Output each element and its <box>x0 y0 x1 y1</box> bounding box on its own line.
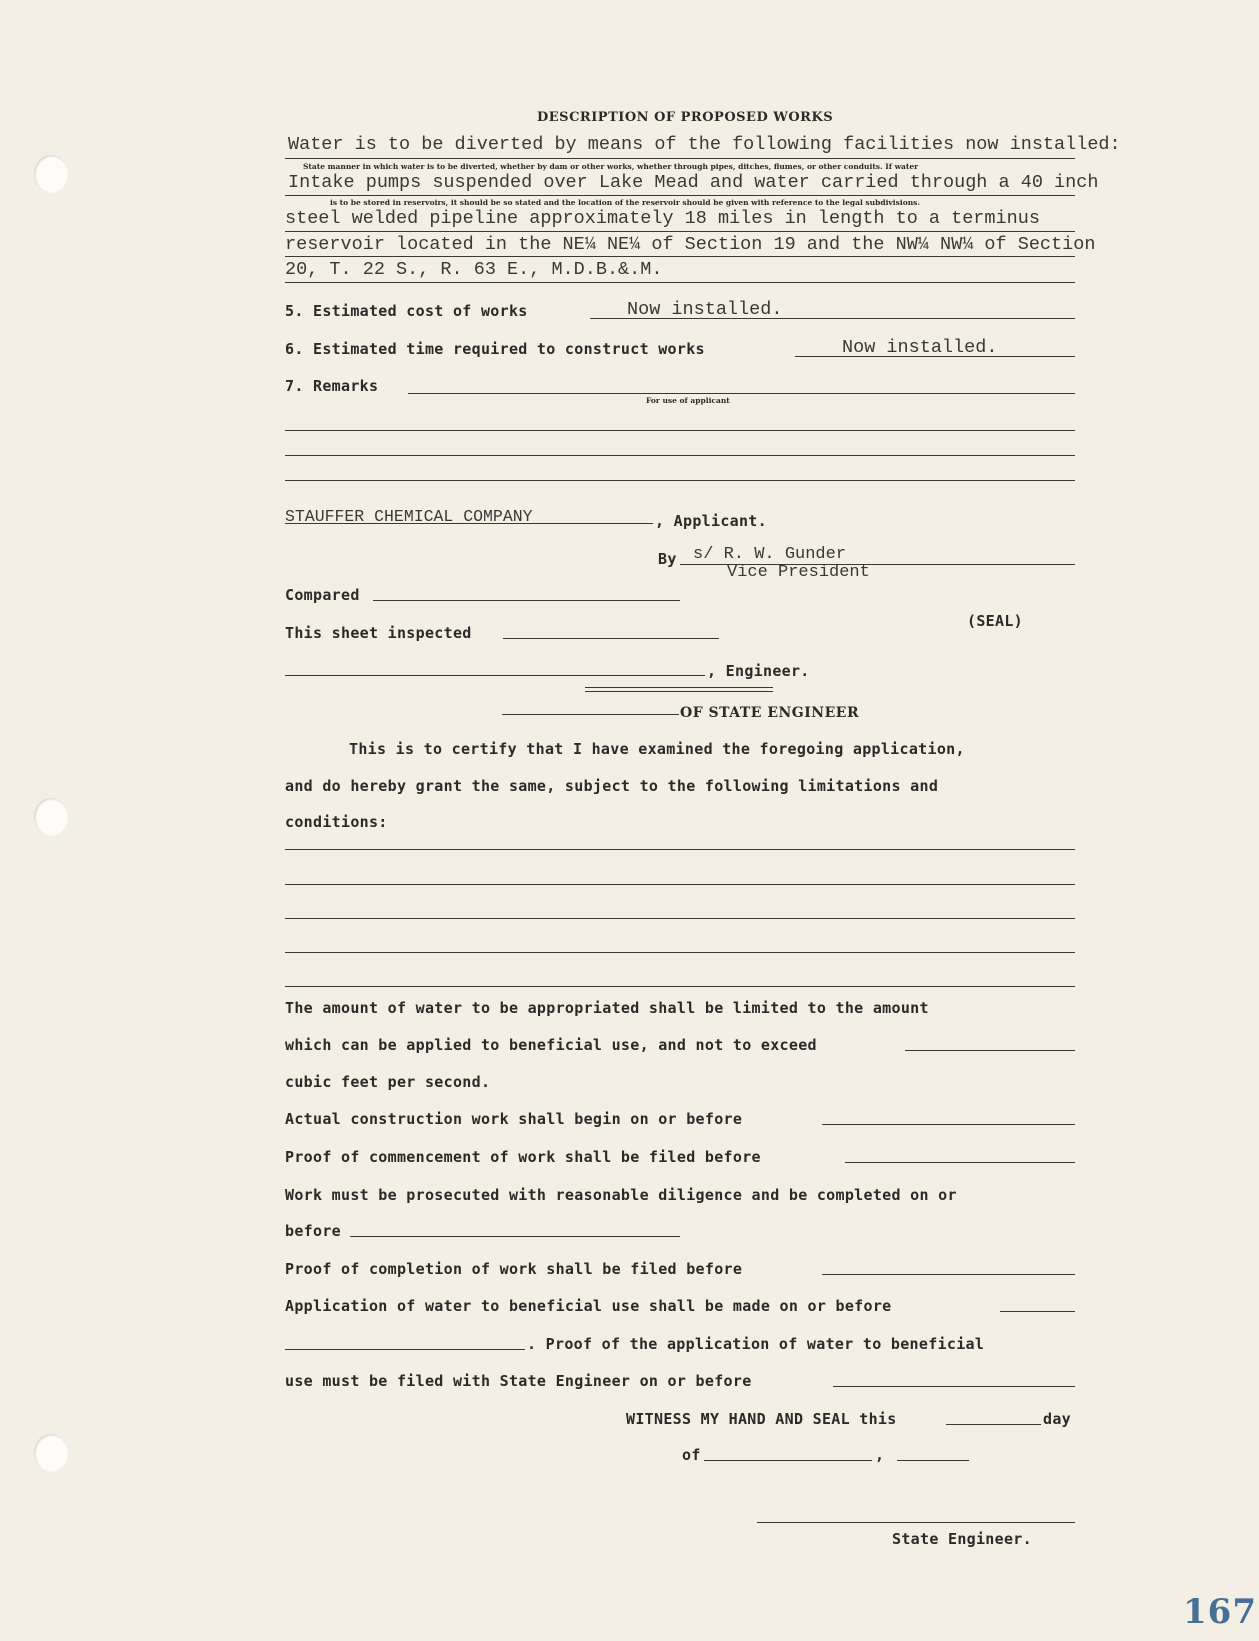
certification-line-2: and do hereby grant the same, subject to the following limitations and <box>285 777 939 795</box>
limit-line-9: Application of water to beneficial use shall be made on or before <box>285 1297 892 1315</box>
double-rule-top <box>585 687 773 688</box>
rule <box>285 195 1075 196</box>
rule <box>285 231 1075 232</box>
applicant-suffix: , Applicant. <box>655 512 767 530</box>
punch-hole-middle <box>34 798 68 836</box>
witness-line: WITNESS MY HAND AND SEAL this <box>626 1410 897 1428</box>
compared-line <box>373 600 680 601</box>
limit-line-11: use must be filed with State Engineer on or before <box>285 1372 752 1390</box>
limit-line-10: . Proof of the application of water to beneficial <box>527 1335 985 1353</box>
signature-typed: s/ R. W. Gunder <box>693 545 847 564</box>
diversion-line-2: Intake pumps suspended over Lake Mead and water carried through a 40 inch <box>288 172 1099 193</box>
office-title-line <box>502 714 679 715</box>
applicant-line <box>285 523 653 524</box>
construction-date-line <box>822 1124 1075 1125</box>
seal-label: (SEAL) <box>967 612 1023 630</box>
of-state-engineer: OF STATE ENGINEER <box>680 705 860 721</box>
cost-field-line <box>590 318 1075 319</box>
limit-line-8: Proof of completion of work shall be filed before <box>285 1260 743 1278</box>
engineer-label: , Engineer. <box>707 662 810 680</box>
cfs-field-line <box>905 1050 1075 1051</box>
instruction-text-1: State manner in which water is to be diverted, whether by dam or other works, whether through pipes, ditches, flumes, or other conduits. If water <box>303 162 919 171</box>
certification-line-3: conditions: <box>285 813 388 831</box>
proof-application-line <box>833 1386 1075 1387</box>
instruction-text-2: is to be stored in reservoirs, it should be so stated and the location of the reservoir should be given with reference to the legal subdivisions. <box>330 198 920 207</box>
diversion-line-4: reservoir located in the NE¼ NE¼ of Section 19 and the NW¼ NW¼ of Section <box>285 234 1096 255</box>
rule <box>285 282 1075 283</box>
punch-hole-top <box>34 155 68 193</box>
limit-line-5: Proof of commencement of work shall be filed before <box>285 1148 761 1166</box>
beneficial-use-line-cont <box>285 1349 525 1350</box>
limit-line-4: Actual construction work shall begin on or before <box>285 1110 743 1128</box>
inspected-line <box>503 638 719 639</box>
estimated-time-label: 6. Estimated time required to construct works <box>285 340 705 358</box>
remarks-line <box>285 480 1075 481</box>
beneficial-use-line <box>1000 1311 1075 1312</box>
limit-line-1: The amount of water to be appropriated shall be limited to the amount <box>285 999 929 1017</box>
inspected-label: This sheet inspected <box>285 624 472 642</box>
estimated-time-value: Now installed. <box>842 337 998 358</box>
conditions-line <box>285 849 1075 850</box>
rule <box>285 256 1075 257</box>
estimated-cost-value: Now installed. <box>627 299 783 320</box>
time-field-line <box>795 356 1075 357</box>
diversion-line-5: 20, T. 22 S., R. 63 E., M.D.B.&.M. <box>285 259 663 280</box>
conditions-line <box>285 884 1075 885</box>
remarks-field-line <box>408 393 1075 394</box>
remarks-label: 7. Remarks <box>285 377 379 395</box>
witness-month-line <box>704 1460 872 1461</box>
limit-line-3: cubic feet per second. <box>285 1073 491 1091</box>
remarks-note: For use of applicant <box>646 396 730 405</box>
rule <box>285 158 1075 159</box>
diversion-line-3: steel welded pipeline approximately 18 miles in length to a terminus <box>285 208 1040 229</box>
conditions-line <box>285 918 1075 919</box>
punch-hole-bottom <box>34 1434 68 1472</box>
witness-comma: , <box>875 1446 885 1464</box>
double-rule-bottom <box>585 691 773 692</box>
conditions-line <box>285 952 1075 953</box>
diversion-line-1: Water is to be diverted by means of the following facilities now installed: <box>288 134 1121 155</box>
section-heading: DESCRIPTION OF PROPOSED WORKS <box>537 110 834 125</box>
remarks-line <box>285 455 1075 456</box>
signer-title: Vice President <box>727 563 870 582</box>
by-label: By <box>658 550 677 568</box>
witness-day: day <box>1043 1410 1071 1428</box>
state-engineer-label: State Engineer. <box>892 1530 1032 1548</box>
witness-year-line <box>897 1460 969 1461</box>
page-number: 167 <box>1183 1592 1257 1632</box>
witness-day-line <box>946 1424 1041 1425</box>
conditions-line <box>285 986 1075 987</box>
completion-date-line <box>350 1236 680 1237</box>
compared-label: Compared <box>285 586 360 604</box>
estimated-cost-label: 5. Estimated cost of works <box>285 302 528 320</box>
limit-line-2: which can be applied to beneficial use, and not to exceed <box>285 1036 817 1054</box>
limit-line-6: Work must be prosecuted with reasonable diligence and be completed on or <box>285 1186 957 1204</box>
certification-line-1: This is to certify that I have examined the foregoing application, <box>349 740 965 758</box>
proof-completion-line <box>822 1274 1075 1275</box>
state-engineer-signature-line <box>757 1522 1075 1523</box>
engineer-line <box>285 675 705 676</box>
remarks-line <box>285 430 1075 431</box>
limit-line-7: before <box>285 1222 341 1240</box>
applicant-name: STAUFFER CHEMICAL COMPANY <box>285 507 533 526</box>
witness-of: of <box>682 1446 701 1464</box>
commencement-date-line <box>845 1162 1075 1163</box>
